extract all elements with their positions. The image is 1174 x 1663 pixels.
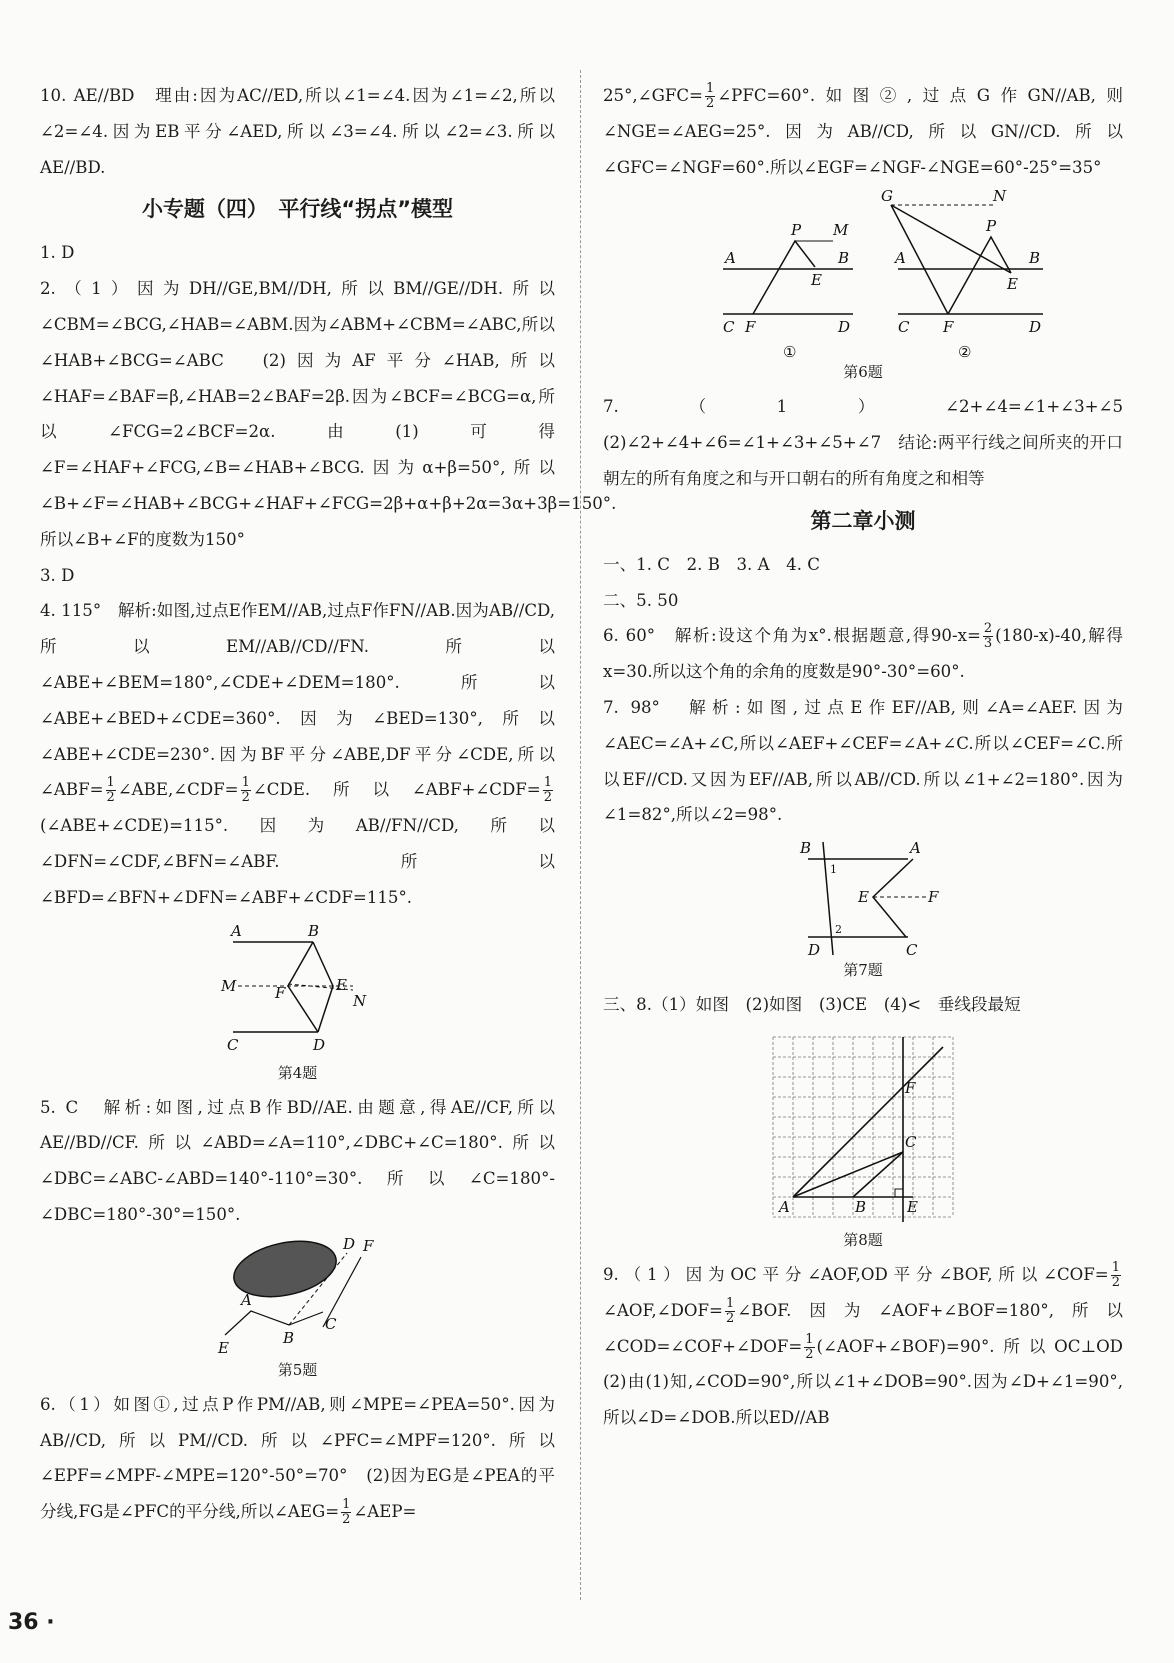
line-af <box>793 1047 943 1197</box>
figure-7-diagram <box>778 837 948 957</box>
fig1-label-p: P <box>791 221 802 240</box>
figure-4-diagram <box>213 920 383 1060</box>
label-f: F <box>905 1078 916 1097</box>
label-d: D <box>808 941 821 958</box>
answer-6-test <box>603 618 1123 690</box>
page-number: 36 · <box>8 1610 55 1635</box>
fig1-label-m: M <box>833 221 849 240</box>
label-angle-2: 2 <box>835 923 842 937</box>
answer-7-topic: 7.（1）∠2+∠4=∠1+∠3+∠5 (2)∠2+∠4+∠6=∠1+∠3+∠5+∠7 结论:两平行线之间所夹的开口朝左的所有角度之和与开口朝右的所有角度之和相等 <box>603 397 1140 488</box>
segment-bf <box>288 942 313 986</box>
fig2-label-p: P <box>986 217 997 236</box>
label-e: E <box>217 1338 229 1357</box>
answer-4-part-d: (∠ABE+∠CDE)=115°.因为AB//FN//CD,所以∠DFN=∠CDF,∠BFN=∠ABF.所以∠BFD=∠BFN+∠DFN=∠ABF+∠CDF=115°. <box>40 816 555 907</box>
fraction-half: $\frac{1}{2}$ <box>805 1331 814 1362</box>
answer-3: 3. D <box>40 565 75 585</box>
label-c: C <box>226 1035 238 1054</box>
part-1-answers: 一、1. C 2. B 3. A 4. C <box>603 554 820 574</box>
label-a: A <box>910 839 921 858</box>
answer-6-test-a: 6. 60° 解析:设这个角为x°.根据题意,得90-x= <box>603 626 981 646</box>
answer-4-part-c: ∠CDE.所以∠ABF+∠CDF= <box>252 780 541 800</box>
fraction-half: $\frac{1}{2}$ <box>241 775 250 806</box>
right-column <box>603 78 1140 1436</box>
segment-ac <box>793 1152 903 1197</box>
fig2-label-e: E <box>1007 275 1018 294</box>
label-c: C <box>905 1132 917 1151</box>
label-b: B <box>855 1197 867 1216</box>
fig1-label-b: B <box>838 249 850 268</box>
answer-6-text-d: ∠PFC=60°.如图②,过点G作GN//AB,则∠NGE=∠AEG=25°.因为AB//CD,所以GN//CD.所以∠GFC=∠NGF=60°.所以∠EGF=∠NGF-∠NGE=60°-25°=35° <box>603 86 1123 177</box>
label-e: E <box>907 1197 918 1216</box>
figure-4-caption: 第4题 <box>277 1063 318 1082</box>
answer-9-text-b: ∠AOF,∠DOF= <box>603 1300 723 1320</box>
fig2-label-g: G <box>881 189 893 206</box>
figure-6-diagram <box>683 189 1043 359</box>
figure-8-grid-diagram <box>763 1027 963 1227</box>
label-e: E <box>335 975 347 994</box>
answer-9-text-c: ∠BOF.因为∠AOF+∠BOF=180°,所以∠COD=∠COF+∠DOF= <box>603 1300 1123 1356</box>
label-d: D <box>342 1236 355 1253</box>
fig1-label-d: D <box>838 318 851 337</box>
answer-6-part1 <box>40 1387 555 1530</box>
path-eabc <box>225 1311 323 1335</box>
answer-9-text-d: (∠AOF+∠BOF)=90°.所以OC⊥OD (2)由(1)知,∠COD=90°,所以∠1+∠DOB=90°.因为∠D+∠1=90°,所以∠D=∠DOB.所以ED//AB <box>603 1336 1140 1428</box>
part-2-answers: 二、5. 50 <box>603 590 679 610</box>
fraction-half: $\frac{1}{2}$ <box>106 775 115 806</box>
label-b: B <box>307 921 319 940</box>
fig2-label-f: F <box>943 318 954 337</box>
fig1-label-c: C <box>723 318 735 337</box>
fraction-half: $\frac{1}{2}$ <box>342 1497 351 1528</box>
answer-5: 5. C 解析:如图,过点B作BD//AE.由题意,得AE//CF,所以AE//BD//CF.所以∠ABD=∠A=110°,∠DBC+∠C=180°.所以∠DBC=∠ABC-∠ABD=140°-110°=30°.所以∠C=180°-∠DBC=180°-30°=150°. <box>40 1097 555 1224</box>
figure-5-diagram <box>213 1237 383 1357</box>
left-column <box>40 78 617 1530</box>
label-c: C <box>324 1314 336 1333</box>
label-a: A <box>240 1290 252 1309</box>
figure-6-caption: 第6题 <box>843 363 883 382</box>
fraction-two-thirds: $\frac{2}{3}$ <box>983 621 993 652</box>
figure-8-caption: 第8题 <box>843 1230 883 1249</box>
fig2-label-d: D <box>1029 318 1042 337</box>
answer-7-test: 7. 98° 解析:如图,过点E作EF//AB,则∠A=∠AEF.因为∠AEC=∠A+∠C,所以∠AEF+∠CEF=∠A+∠C.所以∠CEF=∠C.所以EF//CD.又因为EF//AB,所以AB//CD.所以∠1+∠2=180°.因为∠1=82°,所以∠2=98°. <box>603 697 1123 825</box>
figure-5-caption: 第5题 <box>277 1360 318 1379</box>
answer-4-part-b: ∠ABE,∠CDF= <box>117 780 239 800</box>
label-e: E <box>858 888 869 907</box>
label-a: A <box>230 921 242 940</box>
label-b: B <box>800 839 812 858</box>
answer-9-text-a: 9.（1）因为OC平分∠AOF,OD平分∠BOF,所以∠COF= <box>603 1264 1109 1284</box>
fig1-path-fpe <box>753 241 815 314</box>
label-f: F <box>362 1236 373 1255</box>
answer-9-test <box>603 1257 1140 1436</box>
label-angle-1: 1 <box>830 863 837 877</box>
fig2-label-a: A <box>895 249 906 268</box>
fig2-label-circled-2: ② <box>958 343 972 360</box>
answer-10: 10. AE//BD 理由:因为AC//ED,所以∠1=∠4.因为∠1=∠2,所以∠2=∠4.因为EB平分∠AED,所以∠3=∠4.所以∠2=∠3.所以AE//BD. <box>40 86 555 177</box>
label-d: D <box>312 1035 325 1054</box>
answer-4-part-a: 4. 115° 解析:如图,过点E作EM//AB,过点F作FN//AB.因为AB//CD,所以EM//AB//CD//FN.所以∠ABE+∠BEM=180°,∠CDE+∠DEM=180°.所以∠ABE+∠BED+∠CDE=360°.因为∠BED=130°,所以∠ABE+∠CDE=230°.因为BF平分∠ABE,DF平分∠CDE,所以∠ABF= <box>40 601 555 800</box>
answer-2: 2.（1）因为DH//GE,BM//DH,所以BM//GE//DH.所以∠CBM=∠BCG,∠HAB=∠ABM.因为∠ABM+∠CBM=∠ABC,所以∠HAB+∠BCG=∠ABC (2)因为AF平分∠HAB,所以∠HAF=∠BAF=β,∠HAB=2∠BAF=2β.因为∠BCF=∠BCG=α,所以∠FCG=2∠BCF=2α.由(1)可得∠F=∠HAF+∠FCG,∠B=∠HAB+∠BCG.因为α+β=50°,所以∠B+∠F=∠HAB+∠BCG+∠HAF+∠FCG=2β+α+β+2α=3α+3β=150°.所以∠B+∠F的度数为150° <box>40 279 617 549</box>
fig2-path-fpe <box>948 237 1011 314</box>
figure-7-caption: 第7题 <box>843 961 883 980</box>
label-c: C <box>906 941 918 958</box>
fig2-label-c: C <box>898 318 910 337</box>
column-divider <box>580 70 581 1600</box>
answer-6-text-b: ∠AEP= <box>353 1502 417 1522</box>
label-f: F <box>928 888 939 907</box>
answer-1: 1. D <box>40 243 75 263</box>
fig1-label-e: E <box>811 271 822 290</box>
label-n: N <box>352 991 366 1010</box>
answer-6-part2 <box>603 78 1123 185</box>
right-angle-mark <box>895 1189 903 1197</box>
label-b: B <box>282 1328 294 1347</box>
fig1-label-circled-1: ① <box>783 343 797 360</box>
section-title-chapter-test: 第二章小测 <box>810 508 916 533</box>
answer-6-text-c: 25°,∠GFC= <box>603 86 703 105</box>
fraction-half: $\frac{1}{2}$ <box>543 775 552 806</box>
fig1-label-a: A <box>725 249 736 268</box>
fig2-label-b: B <box>1029 249 1041 268</box>
answer-6-text-a: 6.（1）如图①,过点P作PM//AB,则∠MPE=∠PEA=50°.因为AB//CD,所以PM//CD.所以∠PFC=∠MPF=120°.所以∠EPF=∠MPF-∠MPE=120°-50°=70° (2)因为EG是∠PEA的平分线,FG是∠PFC的平分线,所以∠AEG= <box>40 1394 555 1522</box>
fig2-label-n: N <box>993 189 1007 206</box>
label-m: M <box>220 976 236 995</box>
section-title-special-topic: 小专题（四） 平行线“拐点”模型 <box>141 197 454 222</box>
label-f: F <box>274 983 285 1002</box>
fig1-label-f: F <box>745 318 756 337</box>
part-3-answer-8: 三、8.（1）如图 (2)如图 (3)CE (4)< 垂线段最短 <box>603 995 1021 1015</box>
path-aec <box>873 859 913 937</box>
fraction-half: $\frac{1}{2}$ <box>725 1295 735 1326</box>
answer-6-test-b: (180-x)-40,解得x=30.所以这个角的余角的度数是90°-30°=60°. <box>603 626 1124 682</box>
answer-4 <box>40 593 555 915</box>
label-a: A <box>779 1197 790 1216</box>
segment-fd <box>288 986 318 1032</box>
fraction-half: $\frac{1}{2}$ <box>705 81 715 111</box>
fraction-half: $\frac{1}{2}$ <box>1111 1259 1120 1290</box>
